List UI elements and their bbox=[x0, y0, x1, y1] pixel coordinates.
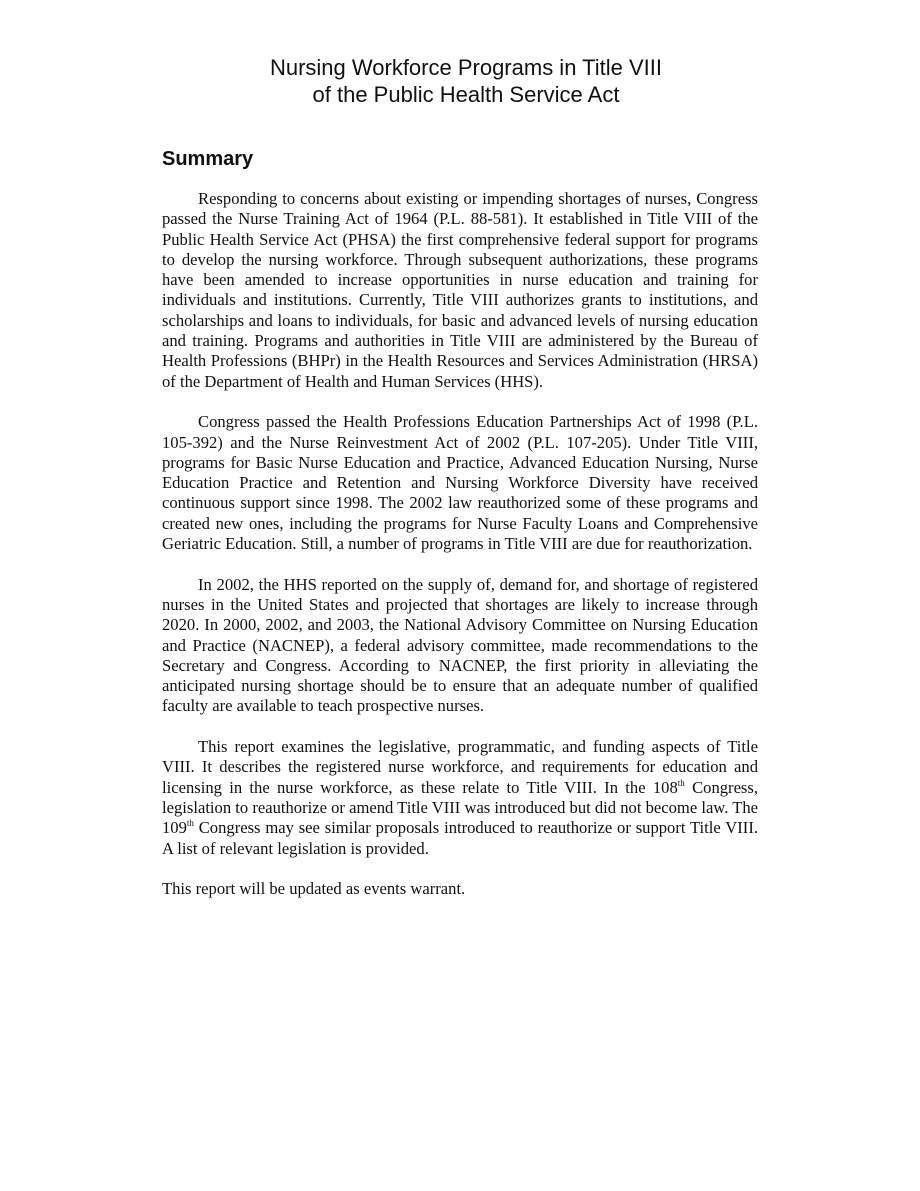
summary-paragraph-2: Congress passed the Health Professions Education Partnerships Act of 1998 (P.L. 105-392) and the Nurse Reinvestment Act of 2002 (P.L. 107-205). Under Title VIII, programs for Basic Nurse Education and Practice, Advanced Education Nursing, Nurse Education Practice and Retention and Nursing Workforce Diversity have received continuous support since 1998. The 2002 law reauthorized some of these programs and created new ones, including the programs for Nurse Faculty Loans and Comprehensive Geriatric Education. Still, a number of programs in Title VIII are due for reauthorization. bbox=[162, 412, 758, 554]
title-line-1: Nursing Workforce Programs in Title VIII bbox=[269, 55, 663, 80]
closing-note: This report will be updated as events warrant. bbox=[162, 879, 466, 899]
title-line-2: of the Public Health Service Act bbox=[312, 82, 620, 107]
summary-paragraph-1: Responding to concerns about existing or impending shortages of nurses, Congress passed the Nurse Training Act of 1964 (P.L. 88-581). It established in Title VIII of the Public Health Service Act (PHSA) the first comprehensive federal support for programs to develop the nursing workforce. Through subsequent authorizations, these programs have been amended to increase opportunities in nurse education and training for individuals and institutions. Currently, Title VIII authorizes grants to institutions, and scholarships and loans to individuals, for basic and advanced levels of nursing education and training. Programs and authorities in Title VIII are administered by the Bureau of Health Professions (BHPr) in the Health Resources and Services Administration (HRSA) of the Department of Health and Human Services (HHS). bbox=[162, 189, 758, 391]
paragraph-4-part-3: Congress may see similar proposals introduced to reauthorize or support Title VIII. A list of relevant legislation is provided. bbox=[162, 818, 758, 858]
ordinal-suffix-108: th bbox=[677, 777, 685, 788]
summary-paragraph-3: In 2002, the HHS reported on the supply of, demand for, and shortage of registered nurses in the United States and projected that shortages are likely to increase through 2020. In 2000, 2002, and 2003, the National Advisory Committee on Nursing Education and Practice (NACNEP), a federal advisory committee, made recommendations to the Secretary and Congress. According to NACNEP, the first priority in alleviating the anticipated nursing shortage should be to ensure that an adequate number of qualified faculty are available to teach prospective nurses. bbox=[162, 574, 758, 716]
summary-heading: Summary bbox=[162, 148, 254, 170]
paragraph-4-part-2: Congress, legislation to reauthorize or amend Title VIII was introduced but did not become law. The 109 bbox=[162, 777, 759, 838]
summary-paragraph-4 bbox=[162, 737, 758, 859]
document-page bbox=[162, 54, 758, 920]
paragraph-4-part-1: This report examines the legislative, programmatic, and funding aspects of Title VIII. It describes the registered nurse workforce, and requirements for education and licensing in the nurse workforce, as these relate to Title VIII. In the 108 bbox=[162, 737, 758, 797]
document-title bbox=[162, 54, 758, 108]
ordinal-suffix-109: th bbox=[186, 818, 194, 829]
